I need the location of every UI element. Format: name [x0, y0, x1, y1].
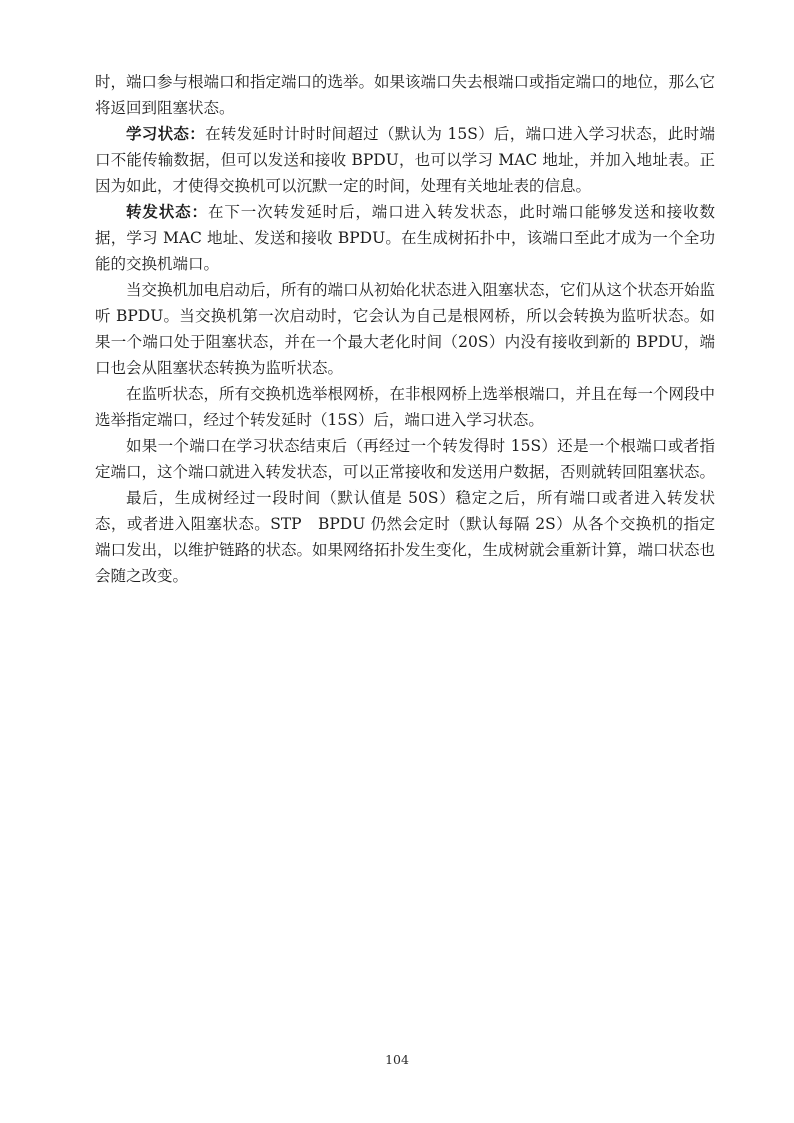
- paragraph: [95, 381, 715, 433]
- paragraph: [95, 433, 715, 485]
- page-number: 104: [385, 1052, 409, 1067]
- paragraph-lead-bold: 学习状态：: [126, 124, 206, 143]
- page-body-text: [95, 69, 715, 589]
- paragraph: [95, 69, 715, 121]
- paragraph-text: 当交换机加电启动后，所有的端口从初始化状态进入阻塞状态，它们从这个状态开始监听 BPDU。当交换机第一次启动时，它会认为自己是根网桥，所以会转换为监听状态。如果一个端口处于阻塞状态，并在一个最大老化时间（20S）内没有接收到新的 BPDU，端口也会从阻塞状态转换为监听状态。: [95, 281, 716, 377]
- paragraph-text: 最后，生成树经过一段时间（默认值是 50S）稳定之后，所有端口或者进入转发状态，或者进入阻塞状态。STP BPDU 仍然会定时（默认每隔 2S）从各个交换机的指定端口发出，以维护链路的状态。如果网络拓扑发生变化，生成树就会重新计算，端口状态也会随之改变。: [95, 489, 716, 585]
- paragraph-lead-bold: 转发状态：: [126, 202, 208, 221]
- paragraph-text: 时，端口参与根端口和指定端口的选举。如果该端口失去根端口或指定端口的地位，那么它将返回到阻塞状态。: [95, 73, 716, 117]
- paragraph-text: 在下一次转发延时后，端口进入转发状态，此时端口能够发送和接收数据，学习 MAC 地址、发送和接收 BPDU。在生成树拓扑中，该端口至此才成为一个全功能的交换机端口。: [95, 203, 715, 273]
- paragraph: [95, 121, 715, 199]
- paragraph-text: 在监听状态，所有交换机选举根网桥，在非根网桥上选举根端口，并且在每一个网段中选举指定端口，经过个转发延时（15S）后，端口进入学习状态。: [95, 385, 716, 429]
- paragraph-text: 如果一个端口在学习状态结束后（再经过一个转发得时 15S）还是一个根端口或者指定端口，这个端口就进入转发状态，可以正常接收和发送用户数据，否则就转回阻塞状态。: [95, 437, 716, 481]
- paragraph: [95, 485, 715, 589]
- paragraph: [95, 199, 715, 277]
- paragraph-text: 在转发延时计时时间超过（默认为 15S）后，端口进入学习状态，此时端口不能传输数据，但可以发送和接收 BPDU，也可以学习 MAC 地址，并加入地址表。正因为如此，才使得交换机可以沉默一定的时间，处理有关地址表的信息。: [95, 125, 715, 195]
- paragraph: [95, 277, 715, 381]
